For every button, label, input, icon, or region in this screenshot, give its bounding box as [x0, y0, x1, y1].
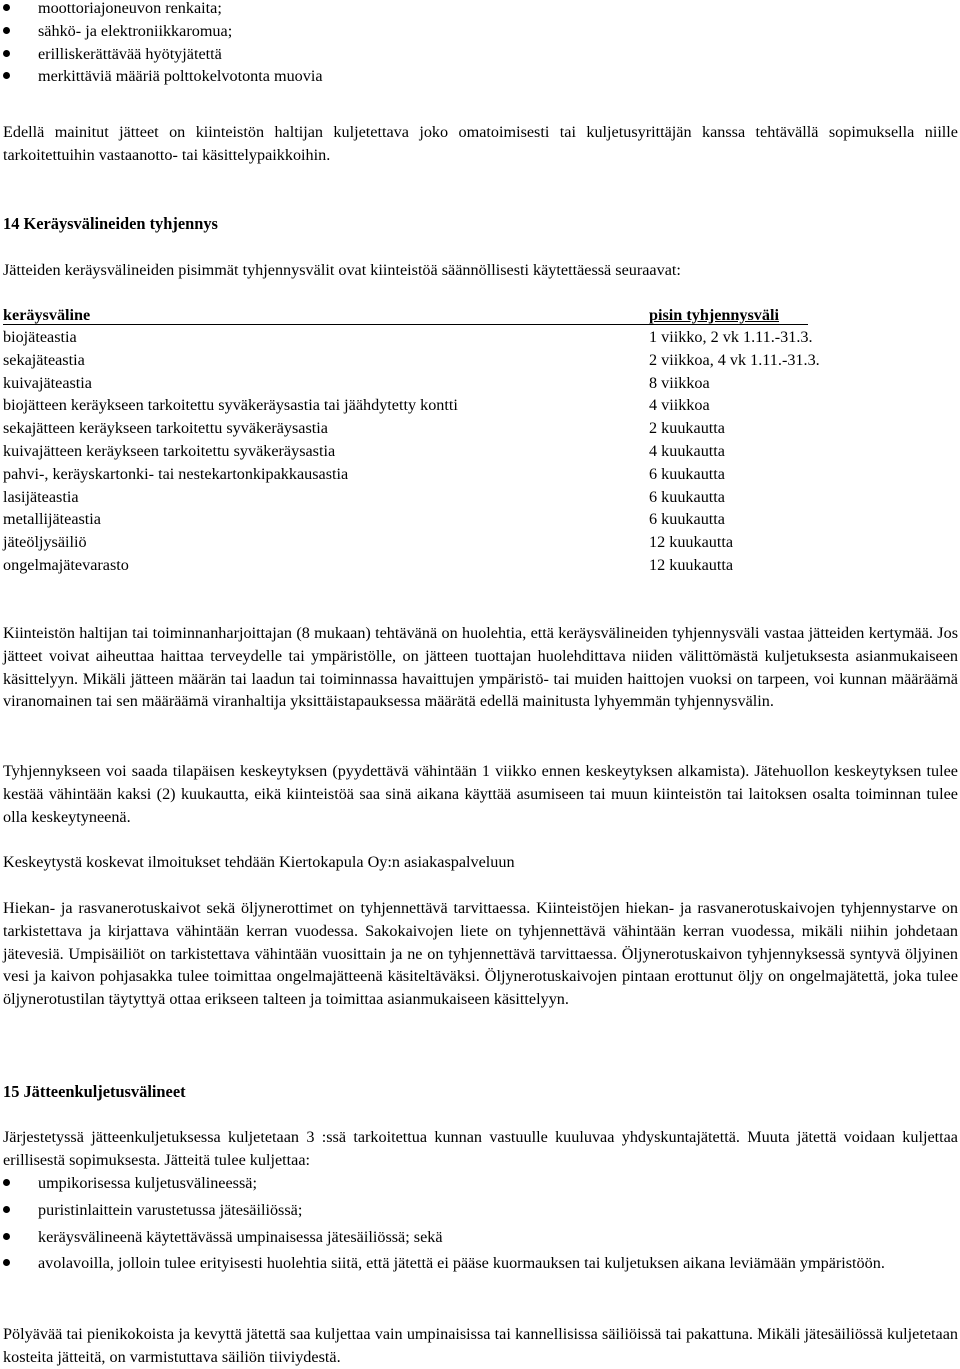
list-item: erilliskerättävää hyötyjätettä: [3, 43, 958, 66]
table-row: sekajäteastia 2 viikkoa, 4 vk 1.11.-31.3.: [3, 350, 820, 369]
bullet-icon: [3, 1259, 10, 1266]
section-14-para-3: Keskeytystä koskevat ilmoitukset tehdään Kiertokapula Oy:n asiakaspalveluun: [3, 853, 515, 871]
table-header: [3, 304, 958, 326]
bullet-icon: [3, 1206, 10, 1213]
col-header-interval: pisin tyhjennysväli: [649, 306, 779, 324]
bullet-icon: [3, 1179, 10, 1186]
top-bullet-list: [3, 0, 958, 88]
table-row: metallijäteastia 6 kuukautta: [3, 510, 725, 529]
bullet-icon: [3, 72, 10, 79]
table-row: biojätteen keräykseen tarkoitettu syväkeräysastia tai jäähdytetty kontti 4 viikkoa: [3, 396, 710, 415]
section-14-para-4: Hiekan- ja rasvanerotuskaivot sekä öljynerottimet on tyhjennettävä tarvittaessa. Kiinteistöjen hiekan- ja rasvanerotuskaivojen tyhjennystarve on tarkistettava ja kirjattava vähintään kerran vuodessa. Sakokaivojen liete on tyhjennettävä vähintään kerran vuodessa, mikäli niihin johdetaan jätevesiä. Umpisäiliöt on tarkistettava vähintään vuosittain ja ne on tyhjennettävä tarvittaessa. Öljynerotuskaivon tyhjennyksessä syntyvä öljyinen vesi ja kaivon pohjasakka tulee toimittaa ongelmajätteenä käsiteltäväksi. Öljynerotuskaivojen pintaan erottunut öljy on ongelmajätettä, joka tulee öljynerotustilan täytyttyä ottaa erikseen talteen ja toimittaa asianmukaiseen käsittelyyn.: [3, 899, 958, 1009]
interval-table: [3, 304, 958, 577]
bullet-icon: [3, 1233, 10, 1240]
list-item: sähkö- ja elektroniikkaromua;: [3, 20, 958, 43]
list-item: puristinlaittein varustetussa jätesäiliössä;: [3, 1199, 958, 1222]
section-14-heading: 14 Keräysvälineiden tyhjennys: [3, 214, 218, 233]
table-row: kuivajäteastia 8 viikkoa: [3, 373, 710, 392]
table-row: biojäteastia 1 viikko, 2 vk 1.11.-31.3.: [3, 328, 813, 346]
col-header-item: keräysväline: [3, 306, 91, 324]
table-row: kuivajätteen keräykseen tarkoitettu syväkeräysastia 4 kuukautta: [3, 441, 725, 460]
list-item: merkittäviä määriä polttokelvotonta muovia: [3, 65, 958, 88]
table-row: pahvi-, keräyskartonki- tai nestekartonkipakkausastia 6 kuukautta: [3, 464, 725, 483]
section-14-para-1: Kiinteistön haltijan tai toiminnanharjoittajan (8 mukaan) tehtävänä on huolehtia, että keräysvälineiden tyhjennysväli vastaa jätteiden kertymää. Jos jätteet voivat aiheuttaa haittaa terveydelle tai ympäristölle, on jätteen tuottajan huolehdittava niiden välittömästä kuljetuksesta asianmukaiseen käsittelyyn. Mikäli jätteen määrän tai laadun tai toiminnassa havaittujen ympäristö- tai muiden haittojen vuoksi on tarpeen, voi kunnan määräämä viranomainen tai sen määräämä viranhaltija yksittäistapauksessa määrätä edellä mainitusta lyhyemmän tyhjennysvälin.: [3, 624, 958, 711]
section-15-heading: 15 Jätteenkuljetusvälineet: [3, 1082, 186, 1101]
section-15-bullet-list: [3, 1172, 958, 1275]
list-item: umpikorisessa kuljetusvälineessä;: [3, 1172, 958, 1195]
table-row: ongelmajätevarasto 12 kuukautta: [3, 555, 734, 574]
bullet-icon: [3, 4, 10, 11]
bullet-icon: [3, 50, 10, 57]
section-14-para-2: Tyhjennykseen voi saada tilapäisen keskeytyksen (pyydettävä vähintään 1 viikko ennen keskeytyksen alkamista). Jätehuollon keskeytyksen tulee kestää vähintään kaksi (2) kuukautta, eikä kiinteistöä saa sinä aikana käyttää asumiseen tai muun kiinteistön tai laitoksen osalta toiminnan tulee olla keskeytyneenä.: [3, 762, 958, 826]
table-row: lasijäteastia 6 kuukautta: [3, 487, 725, 506]
section-15-intro: Järjestetyssä jätteenkuljetuksessa kuljetetaan 3 :ssä tarkoitettua kunnan vastuulle kuuluvaa yhdyskuntajätettä. Muuta jätettä voidaan kuljettaa erillisestä sopimuksesta. Jätteitä tulee kuljettaa:: [3, 1128, 958, 1169]
list-item: moottoriajoneuvon renkaita;: [3, 0, 958, 20]
table-row: sekajätteen keräykseen tarkoitettu syväkeräysastia 2 kuukautta: [3, 419, 725, 438]
bullet-icon: [3, 27, 10, 34]
intro-paragraph: Edellä mainitut jätteet on kiinteistön haltijan kuljetettava joko omatoimisesti tai kuljetusyrittäjän kanssa tehtävällä sopimuksella niille tarkoitettuihin vastaanotto- tai käsittelypaikkoihin.: [3, 123, 958, 164]
section-15-closing: Pölyävää tai pienikokoista ja kevyttä jätettä saa kuljettaa vain umpinaisissa tai kannellisissa säiliöissä tai pakattuna. Mikäli jätesäiliössä kuljetetaan kosteita jätteitä, on varmistuttava säiliön tiiviydestä.: [3, 1325, 958, 1366]
table-row: jäteöljysäiliö 12 kuukautta: [3, 533, 734, 552]
list-item: keräysvälineenä käytettävässä umpinaisessa jätesäiliössä; sekä: [3, 1226, 958, 1249]
section-14-intro: Jätteiden keräysvälineiden pisimmät tyhjennysvälit ovat kiinteistöä säännöllisesti käytettäessä seuraavat:: [3, 261, 681, 279]
list-item: avolavoilla, jolloin tulee erityisesti huolehtia siitä, että jätettä ei pääse kuormauksen tai kuljetuksen aikana leviämään ympäristöön.: [3, 1252, 958, 1275]
